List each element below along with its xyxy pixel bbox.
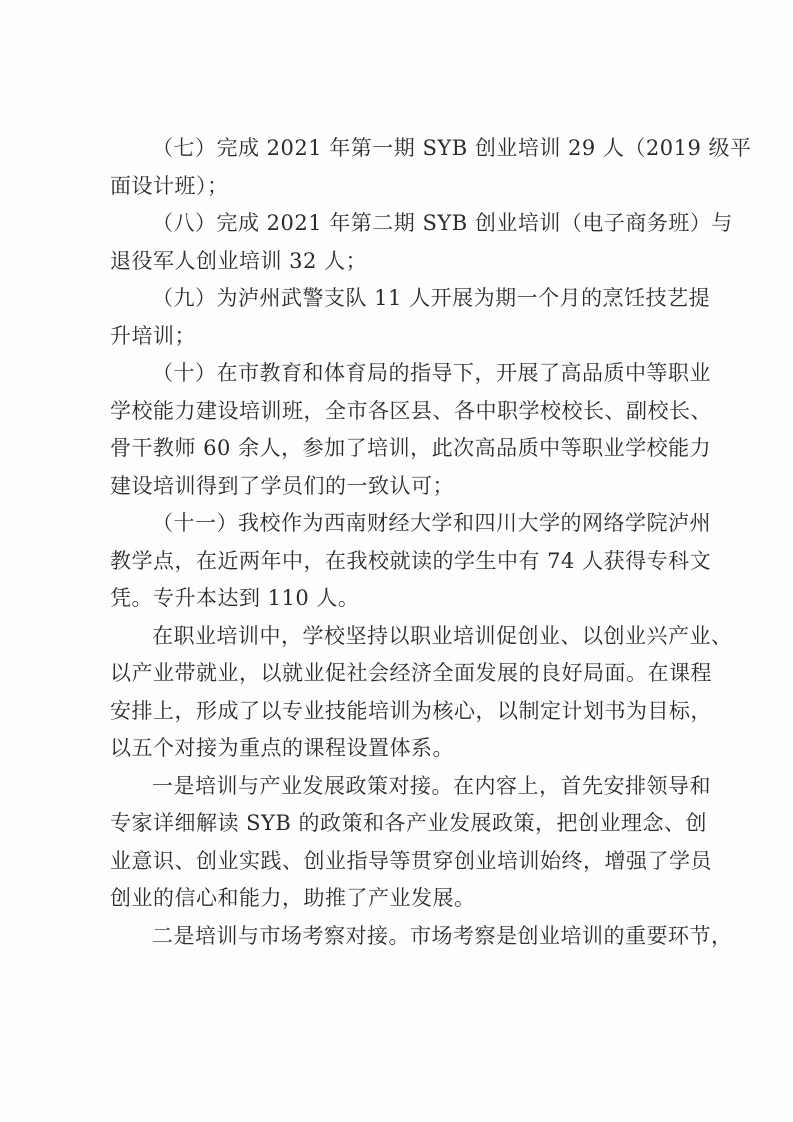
text-line: 以产业带就业，以就业促社会经济全面发展的良好局面。在课程 (110, 661, 712, 685)
text-line: （十一）我校作为西南财经大学和四川大学的网络学院泸州 (152, 511, 711, 535)
text-line: 建设培训得到了学员们的一致认可； (110, 473, 454, 498)
paragraph-vocational-training (110, 618, 733, 768)
text-line: 在职业培训中，学校坚持以职业培训促创业、以创业兴产业、 (152, 623, 733, 648)
paragraph-market-survey (110, 918, 733, 956)
text-line: 创业的信心和能力，助推了产业发展。 (110, 886, 476, 910)
text-line: 业意识、创业实践、创业指导等贯穿创业培训始终，增强了学员 (110, 848, 712, 873)
paragraph-7 (110, 130, 752, 205)
text-line: 专家详细解读 SYB 的政策和各产业发展政策，把创业理念、创 (110, 811, 708, 835)
paragraph-10 (110, 355, 712, 505)
text-line: 二是培训与市场考察对接。市场考察是创业培训的重要环节， (152, 923, 733, 948)
text-line: 骨干教师 60 余人，参加了培训，此次高品质中等职业学校能力 (110, 436, 712, 460)
text-line: （九）为泸州武警支队 11 人开展为期一个月的烹饪技艺提 (152, 286, 711, 310)
text-line: 教学点，在近两年中，在我校就读的学生中有 74 人获得专科文 (110, 548, 712, 573)
paragraph-9 (110, 280, 711, 355)
text-line: 一是培训与产业发展政策对接。在内容上，首先安排领导和 (152, 773, 711, 798)
document-body (110, 130, 752, 955)
text-line: 面设计班）； (110, 173, 229, 198)
text-line: （十）在市教育和体育局的指导下，开展了高品质中等职业 (152, 361, 711, 385)
paragraph-11 (110, 505, 712, 618)
text-line: 学校能力建设培训班，全市各区县、各中职学校校长、副校长、 (110, 398, 712, 423)
text-line: （七）完成 2021 年第一期 SYB 创业培训 29 人（2019 级平 (152, 136, 752, 160)
text-line: 以五个对接为重点的课程设置体系。 (110, 736, 454, 760)
text-line: 退役军人创业培训 32 人； (110, 248, 368, 273)
text-line: 安排上，形成了以专业技能培训为核心，以制定计划书为目标， (110, 698, 712, 723)
text-line: （八）完成 2021 年第二期 SYB 创业培训（电子商务班）与 (152, 211, 733, 235)
text-line: 升培训； (110, 323, 196, 348)
paragraph-industry-policy (110, 768, 712, 918)
text-line: 凭。专升本达到 110 人。 (110, 586, 360, 610)
paragraph-8 (110, 205, 733, 280)
